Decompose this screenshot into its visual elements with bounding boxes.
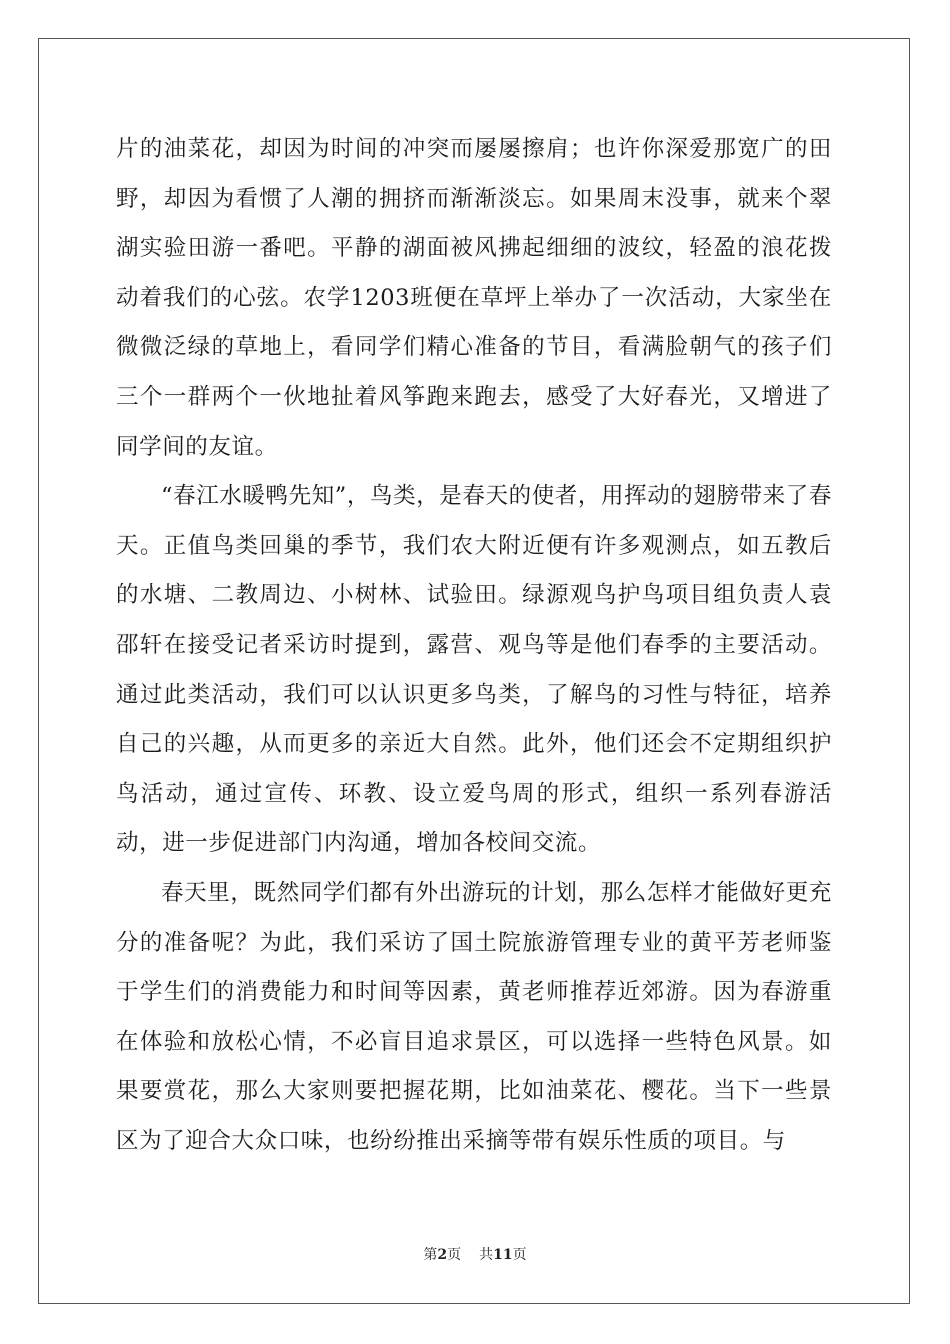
- total-prefix: 共: [479, 1247, 494, 1263]
- document-body: [116, 125, 832, 1166]
- paragraph-3: 春天里，既然同学们都有外出游玩的计划，那么怎样才能做好更充分的准备呢？为此，我们采访了国土院旅游管理专业的黄平芳老师鉴于学生们的消费能力和时间等因素，黄老师推荐近郊游。因为春游重在体验和放松心情，不必盲目追求景区，可以选择一些特色风景。如果要赏花，那么大家则要把握花期，比如油菜花、樱花。当下一些景区为了迎合大众口味，也纷纷推出采摘等带有娱乐性质的项目。与: [116, 879, 832, 1154]
- total-pages: 11: [493, 1247, 513, 1263]
- page-number: 2: [437, 1247, 448, 1263]
- paragraph-2: “春江水暖鸭先知”，鸟类，是春天的使者，用挥动的翅膀带来了春天。正值鸟类回巢的季节，我们农大附近便有许多观测点，如五教后的水塘、二教周边、小树林、试验田。绿源观鸟护鸟项目组负责人袁邵轩在接受记者采访时提到，露营、观鸟等是他们春季的主要活动。通过此类活动，我们可以认识更多鸟类，了解鸟的习性与特征，培养自己的兴趣，从而更多的亲近大自然。此外，他们还会不定期组织护鸟活动，通过宣传、环教、设立爱鸟周的形式，组织一系列春游活动，进一步促进部门内沟通，增加各校间交流。: [116, 483, 833, 857]
- total-suffix: 页: [512, 1247, 527, 1263]
- page-suffix: 页: [447, 1247, 462, 1263]
- page-footer: [0, 1245, 950, 1265]
- paragraph-1: 片的油菜花，却因为时间的冲突而屡屡擦肩；也许你深爱那宽广的田野，却因为看惯了人潮的拥挤而渐渐淡忘。如果周末没事，就来个翠湖实验田游一番吧。平静的湖面被风拂起细细的波纹，轻盈的浪花拨动着我们的心弦。农学1203班便在草坪上举办了一次活动，大家坐在微微泛绿的草地上，看同学们精心准备的节目，看满脸朝气的孩子们三个一群两个一伙地扯着风筝跑来跑去，感受了大好春光，又增进了同学间的友谊。: [116, 136, 832, 460]
- page-prefix: 第: [423, 1247, 438, 1263]
